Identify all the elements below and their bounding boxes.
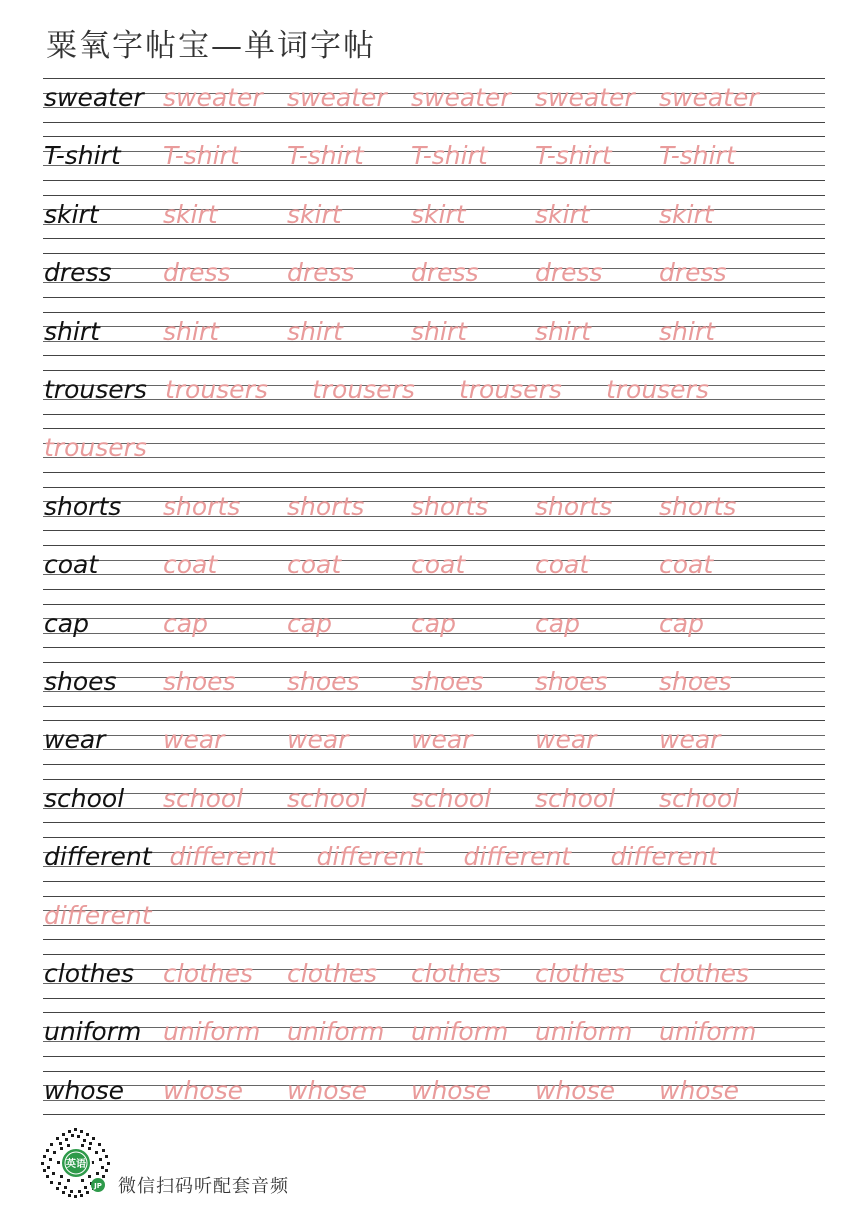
practice-row (43, 428, 825, 486)
practice-row (43, 195, 825, 253)
rule-line (43, 297, 825, 298)
trace-word: cap (659, 608, 704, 638)
rule-line (43, 428, 825, 429)
rule-line (43, 604, 825, 605)
trace-word: school (535, 783, 616, 813)
rule-line (43, 837, 825, 838)
trace-word: trousers (605, 375, 709, 404)
rule-line (43, 1071, 825, 1072)
qr-code-icon[interactable] (40, 1127, 112, 1199)
trace-word: whose (659, 1075, 739, 1105)
rule-line (43, 457, 825, 458)
qr-corner-text: JP (94, 1182, 102, 1190)
trace-word: clothes (659, 959, 750, 988)
model-word: wear (44, 725, 106, 755)
trace-word: trousers (44, 433, 147, 463)
rule-line (43, 78, 825, 79)
trace-word: shorts (163, 491, 241, 521)
rule-line (43, 720, 825, 721)
trace-word: cap (535, 608, 580, 638)
trace-word: coat (287, 550, 342, 580)
rule-line (43, 355, 825, 356)
trace-word: sweater (287, 83, 387, 112)
trace-word: dress (163, 258, 231, 288)
trace-word: wear (411, 725, 473, 755)
model-word: cap (44, 608, 89, 638)
trace-word: shoes (411, 667, 484, 696)
trace-word: skirt (287, 199, 342, 229)
rule-line (43, 253, 825, 254)
rule-line (43, 647, 825, 648)
trace-word: trousers (164, 375, 268, 404)
trace-word: trousers (458, 375, 562, 404)
rule-line (43, 180, 825, 181)
trace-word: cap (163, 608, 208, 638)
practice-row (43, 779, 825, 837)
trace-word: school (163, 783, 244, 813)
rule-line (43, 545, 825, 546)
trace-word: wear (163, 725, 225, 755)
trace-word: sweater (535, 83, 635, 112)
rule-line (43, 195, 825, 196)
trace-word: whose (411, 1075, 491, 1105)
trace-word: shorts (411, 491, 489, 521)
rule-line (43, 706, 825, 707)
trace-word: dress (659, 258, 727, 288)
trace-word: different (316, 842, 425, 872)
model-word: uniform (44, 1017, 142, 1047)
model-word: clothes (44, 959, 135, 988)
rule-line (43, 764, 825, 765)
trace-word: T-shirt (535, 141, 612, 171)
rule-line (43, 122, 825, 123)
trace-word: shirt (163, 316, 219, 346)
trace-word: sweater (163, 83, 263, 112)
practice-row (43, 1071, 825, 1129)
trace-word: different (169, 842, 278, 872)
trace-word: T-shirt (287, 141, 364, 171)
trace-word: shirt (659, 316, 715, 346)
rule-line (43, 136, 825, 137)
practice-row (43, 720, 825, 778)
trace-word: whose (535, 1075, 615, 1105)
rule-line (43, 312, 825, 313)
trace-word: shoes (287, 667, 360, 696)
trace-word: sweater (411, 83, 511, 112)
model-word: dress (44, 258, 112, 288)
rule-line (43, 881, 825, 882)
trace-word: cap (287, 608, 332, 638)
trace-word: shirt (535, 316, 591, 346)
trace-word: school (411, 783, 492, 813)
rule-line (43, 662, 825, 663)
trace-word: skirt (659, 199, 714, 229)
practice-row (43, 896, 825, 954)
rule-line (43, 487, 825, 488)
model-word: whose (44, 1075, 124, 1105)
trace-word: shirt (287, 316, 343, 346)
model-word: sweater (44, 83, 144, 112)
rule-line (43, 238, 825, 239)
trace-word: school (287, 783, 368, 813)
rule-line (43, 896, 825, 897)
practice-row (43, 78, 825, 136)
trace-word: skirt (163, 199, 218, 229)
rule-line (43, 822, 825, 823)
model-word: shoes (44, 667, 117, 696)
practice-row (43, 136, 825, 194)
trace-word: cap (411, 608, 456, 638)
model-word: trousers (44, 375, 147, 404)
trace-word: coat (535, 550, 590, 580)
trace-word: clothes (163, 959, 254, 988)
trace-word: coat (163, 550, 218, 580)
practice-row (43, 604, 825, 662)
trace-word: skirt (411, 199, 466, 229)
model-word: shorts (44, 491, 122, 521)
rule-line (43, 910, 825, 911)
trace-word: whose (287, 1075, 367, 1105)
practice-row (43, 370, 825, 428)
trace-word: different (44, 900, 152, 930)
rule-line (43, 1056, 825, 1057)
trace-word: shorts (287, 491, 365, 521)
trace-word: T-shirt (411, 141, 488, 171)
trace-word: uniform (659, 1017, 757, 1047)
page-title: 粟氧字帖宝—单词字帖 (46, 28, 376, 64)
trace-word: shorts (659, 491, 737, 521)
practice-row (43, 954, 825, 1012)
model-word: coat (44, 550, 99, 580)
trace-word: dress (411, 258, 479, 288)
practice-row (43, 1012, 825, 1070)
rule-line (43, 925, 825, 926)
trace-word: different (610, 842, 719, 872)
practice-row (43, 253, 825, 311)
rule-line (43, 939, 825, 940)
rule-line (43, 589, 825, 590)
trace-word: wear (535, 725, 597, 755)
rule-line (43, 1012, 825, 1013)
trace-word: dress (287, 258, 355, 288)
trace-word: different (463, 842, 572, 872)
model-word: different (44, 842, 152, 872)
trace-word: clothes (411, 959, 502, 988)
rule-line (43, 954, 825, 955)
practice-row (43, 312, 825, 370)
trace-word: whose (163, 1075, 243, 1105)
rule-line (43, 370, 825, 371)
trace-word: shoes (535, 667, 608, 696)
trace-word: wear (659, 725, 721, 755)
model-word: T-shirt (44, 141, 121, 171)
trace-word: wear (287, 725, 349, 755)
rule-line (43, 530, 825, 531)
rule-line (43, 779, 825, 780)
rule-line (43, 998, 825, 999)
trace-word: uniform (535, 1017, 633, 1047)
trace-word: school (659, 783, 740, 813)
trace-word: dress (535, 258, 603, 288)
trace-word: uniform (411, 1017, 509, 1047)
trace-word: skirt (535, 199, 590, 229)
trace-word: shirt (411, 316, 467, 346)
practice-row (43, 545, 825, 603)
footer (40, 1125, 340, 1205)
trace-word: uniform (163, 1017, 261, 1047)
trace-word: coat (659, 550, 714, 580)
practice-row (43, 837, 825, 895)
rule-line (43, 443, 825, 444)
trace-word: T-shirt (659, 141, 736, 171)
practice-row (43, 487, 825, 545)
trace-word: clothes (287, 959, 378, 988)
practice-row (43, 662, 825, 720)
rule-line (43, 472, 825, 473)
trace-word: clothes (535, 959, 626, 988)
model-word: skirt (44, 199, 99, 229)
trace-word: coat (411, 550, 466, 580)
trace-word: shoes (163, 667, 236, 696)
trace-word: sweater (659, 83, 759, 112)
qr-badge-text: 英语 (66, 1159, 86, 1170)
model-word: school (44, 783, 125, 813)
trace-word: shorts (535, 491, 613, 521)
trace-word: T-shirt (163, 141, 240, 171)
trace-word: trousers (311, 375, 415, 404)
trace-word: uniform (287, 1017, 385, 1047)
rule-line (43, 414, 825, 415)
scan-hint: 微信扫码听配套音频 (118, 1176, 289, 1197)
trace-word: shoes (659, 667, 732, 696)
model-word: shirt (44, 316, 100, 346)
rule-line (43, 1114, 825, 1115)
